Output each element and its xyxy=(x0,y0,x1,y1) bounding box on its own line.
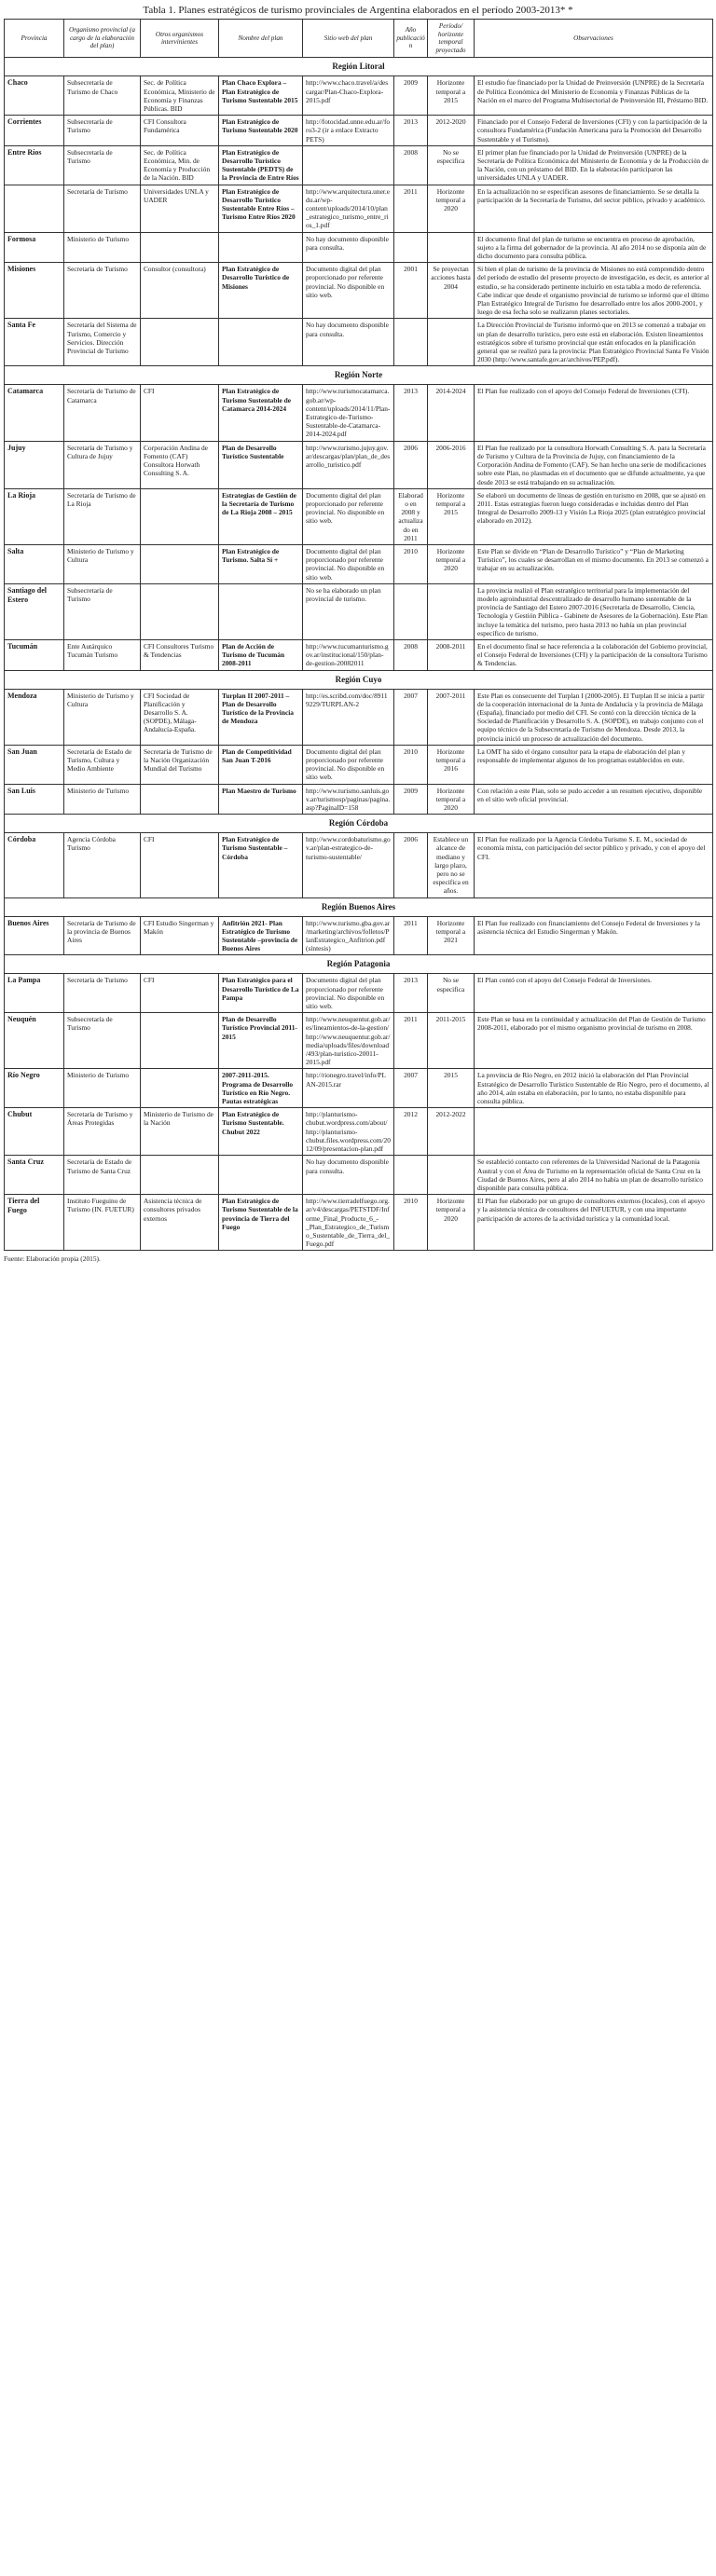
table-cell: Se elaboró un documento de líneas de gestión en turismo en 2008, que se ajustó en 2011. Estas estrategias fueron luego consideradas e incluidas dentro del Plan Integral de Desarrollo 2009-13 y Visión La Rioja 2025 (plan estratégico provincial elaborado en 2012). xyxy=(475,488,713,544)
table-cell: CFI Consultora Fundamérica xyxy=(141,116,219,146)
table-cell xyxy=(141,544,219,583)
table-cell xyxy=(428,232,475,263)
table-cell: Plan de Desarrollo Turístico Sustentable xyxy=(219,441,303,488)
region-row xyxy=(5,58,713,76)
table-cell: Santa Fe xyxy=(5,319,64,366)
table-cell: Horizonte temporal a 2015 xyxy=(428,76,475,116)
table-cell: CFI Consultores Turismo & Tendencias xyxy=(141,639,219,670)
column-header: Período/ horizonte temporal proyectado xyxy=(428,20,475,58)
region-name: Región Norte xyxy=(5,366,713,385)
table-cell: http://www.arquitectura.uner.edu.ar/wp-content/uploads/2014/10/plan_estrategico_turismo_entre_rios_1.pdf xyxy=(303,185,394,232)
table-cell: Subsecretaría de Turismo de Chaco xyxy=(64,76,141,116)
table-cell: No hay documento disponible para consulta. xyxy=(303,319,394,366)
table-cell: Documento digital del plan proporcionado por referente provincial. No disponible en sitio web. xyxy=(303,745,394,784)
table-cell: http://es.scribd.com/doc/89119229/TURPLAN-2 xyxy=(303,689,394,745)
table-cell xyxy=(141,1013,219,1069)
document-page xyxy=(4,0,712,1263)
table-cell: Plan Estratégico de Turismo Sustentable. Chubut 2022 xyxy=(219,1108,303,1156)
table-cell: Plan Estratégico de Turismo. Salta Sí + xyxy=(219,544,303,583)
table-cell: Horizonte temporal a 2021 xyxy=(428,916,475,955)
table-row xyxy=(5,145,713,185)
table-cell xyxy=(219,232,303,263)
table-cell xyxy=(394,583,428,639)
table-cell: Universidades UNLA y UADER xyxy=(141,185,219,232)
table-cell: http://www.tierradelfuego.org.ar/v4/descargas/PETSTDF/Informe_Final_Producto_6_-_Plan_Estrategico_de_Turismo_Sustentable_de_Tierra_del_Fuego.pdf xyxy=(303,1195,394,1251)
table-cell: http://rionegro.travel/info/PLAN-2015.rar xyxy=(303,1069,394,1108)
table-cell: Ministerio de Turismo y Cultura xyxy=(64,689,141,745)
table-cell: CFI xyxy=(141,385,219,441)
region-name: Región Litoral xyxy=(5,58,713,76)
table-header-row xyxy=(5,20,713,58)
table-cell: Ministerio de Turismo xyxy=(64,784,141,815)
column-header: Año publicación xyxy=(394,20,428,58)
table-cell: http://planturismo-chubut.wordpress.com/about/ http://planturismo-chubut.files.wordpress.com/2012/09/presentacion-plan.pdf xyxy=(303,1108,394,1156)
table-cell: El Plan fue realizado por la Agencia Córdoba Turismo S. E. M., sociedad de economía mixta, con participación del sector público y privado, y con el apoyo del CFI. xyxy=(475,833,713,897)
table-cell xyxy=(141,232,219,263)
table-cell: http://www.turismocatamarca.gob.ar/wp-content/uploads/2014/11/Plan-Estrategico-de-Turismo-Sustentable-de-Catamarca-2014-2024.pdf xyxy=(303,385,394,441)
table-cell xyxy=(219,319,303,366)
table-cell: Horizonte temporal a 2020 xyxy=(428,544,475,583)
table-cell: Plan Estratégico para el Desarrollo Turístico de La Pampa xyxy=(219,974,303,1013)
table-cell: 2008-2011 xyxy=(428,639,475,670)
table-cell: No hay documento disponible para consulta. xyxy=(303,1156,394,1195)
table-cell: En el documento final se hace referencia a la colaboración del Gobierno provincial, el Consejo Federal de Inversiones (CFI) y la participación de la consultora Turismo & Tendencias. xyxy=(475,639,713,670)
table-cell: Jujuy xyxy=(5,441,64,488)
region-name: Región Buenos Aires xyxy=(5,897,713,916)
table-cell: Secretaría de Turismo de la provincia de Buenos Aires xyxy=(64,916,141,955)
table-cell: Subsecretaría de Turismo xyxy=(64,145,141,185)
table-cell: La provincia realizó el Plan estratégico territorial para la implementación del modelo agroindustrial descentralizado de desarrollo humano sustentable de la provincia de Santiago del Estero 2007-2016 (Secretaría de Desarrollo, Ciencia, Tecnología y Gestión Pública - Gabinete de Asesores de la Gobernación). Este Plan incluye la temática del turismo, pero hasta 2013 no había un plan provincial específico de turismo. xyxy=(475,583,713,639)
table-cell: El Plan contó con el apoyo del Consejo Federal de Inversiones. xyxy=(475,974,713,1013)
table-cell xyxy=(475,1108,713,1156)
table-cell: Río Negro xyxy=(5,1069,64,1108)
table-cell: Se proyectan acciones hasta 2004 xyxy=(428,263,475,319)
table-cell: Ente Autárquico Tucumán Turismo xyxy=(64,639,141,670)
table-cell: El documento final del plan de turismo se encuentra en proceso de aprobación, sujeto a la firma del gobernador de la provincia. Al año 2014 no se disponía aún de dicho documento para consulta pública. xyxy=(475,232,713,263)
table-body xyxy=(5,58,713,1251)
table-cell: Secretaría de Turismo de Catamarca xyxy=(64,385,141,441)
table-cell: CFI xyxy=(141,833,219,897)
table-cell: 2008 xyxy=(394,639,428,670)
table-cell: Financiado por el Consejo Federal de Inversiones (CFI) y con la participación de la consultora Fundamérica (Fundación Americana para la Promoción del Desarrollo Sustentable y el Turismo). xyxy=(475,116,713,146)
table-row xyxy=(5,319,713,366)
table-cell: Este Plan se divide en “Plan de Desarrollo Turístico” y “Plan de Marketing Turístico”, los cuales se desarrollan en el mismo documento. En 2013 se comenzó a trabajar en su actualización. xyxy=(475,544,713,583)
table-cell xyxy=(5,185,64,232)
region-name: Región Córdoba xyxy=(5,815,713,833)
table-cell xyxy=(394,232,428,263)
table-cell: Tucumán xyxy=(5,639,64,670)
table-cell: Secretaría de Turismo xyxy=(64,263,141,319)
table-cell: Turplan II 2007-2011 – Plan de Desarrollo Turístico de la Provincia de Mendoza xyxy=(219,689,303,745)
column-header: Provincia xyxy=(5,20,64,58)
table-cell: http://fotocidad.unne.edu.ar/foro3-2 (ir a enlace Extracto PETS) xyxy=(303,116,394,146)
table-cell: Documento digital del plan proporcionado por referente provincial. No disponible en sitio web. xyxy=(303,263,394,319)
table-row xyxy=(5,784,713,815)
table-cell xyxy=(141,1156,219,1195)
table-cell: Documento digital del plan proporcionado por referente provincial. No disponible en sitio web. xyxy=(303,544,394,583)
table-cell: Subsecretaría de Turismo xyxy=(64,583,141,639)
table-cell: Plan Estratégico de Turismo Sustentable de Catamarca 2014-2024 xyxy=(219,385,303,441)
table-cell: No hay documento disponible para consulta. xyxy=(303,232,394,263)
table-cell: Santiago del Estero xyxy=(5,583,64,639)
region-row xyxy=(5,897,713,916)
table-cell: La Pampa xyxy=(5,974,64,1013)
table-cell: 2007-2011 xyxy=(428,689,475,745)
table-cell: http://www.cordobaturismo.gov.ar/plan-estrategico-de-turismo-sustentable/ xyxy=(303,833,394,897)
table-cell: Misiones xyxy=(5,263,64,319)
table-row xyxy=(5,745,713,784)
region-name: Región Cuyo xyxy=(5,670,713,689)
table-cell xyxy=(394,319,428,366)
table-cell: 2008 xyxy=(394,145,428,185)
region-row xyxy=(5,955,713,974)
table-cell: Buenos Aires xyxy=(5,916,64,955)
table-cell: Salta xyxy=(5,544,64,583)
table-cell: http://www.turismo.sanluis.gov.ar/turismosp/paginas/pagina.asp?PaginaID=158 xyxy=(303,784,394,815)
table-cell: 2012 xyxy=(394,1108,428,1156)
table-cell: Catamarca xyxy=(5,385,64,441)
table-row xyxy=(5,583,713,639)
table-cell: 2006 xyxy=(394,833,428,897)
table-cell: 2012-2022 xyxy=(428,1108,475,1156)
table-cell: Horizonte temporal a 2020 xyxy=(428,185,475,232)
table-row xyxy=(5,76,713,116)
table-cell: El Plan fue realizado con financiamiento del Consejo Federal de Inversiones y la asistencia técnica del Estudio Singerman y Makón. xyxy=(475,916,713,955)
table-cell: Ministerio de Turismo xyxy=(64,232,141,263)
table-cell: Formosa xyxy=(5,232,64,263)
table-cell xyxy=(141,488,219,544)
table-row xyxy=(5,833,713,897)
table-row xyxy=(5,1156,713,1195)
region-name: Región Patagonia xyxy=(5,955,713,974)
table-cell: 2006-2016 xyxy=(428,441,475,488)
table-cell: 2010 xyxy=(394,745,428,784)
table-cell: 2001 xyxy=(394,263,428,319)
region-row xyxy=(5,366,713,385)
table-cell: 2013 xyxy=(394,116,428,146)
table-cell: http://www.neuquentur.gob.ar/es/lineamientos-de-la-gestion/ http://www.neuquentur.gob.ar/media/uploads/files/download/493/plan-turistico-20011-2015.pdf xyxy=(303,1013,394,1069)
column-header: Sitio web del plan xyxy=(303,20,394,58)
table-cell: Secretaría de Turismo de la Nación Organización Mundial del Turismo xyxy=(141,745,219,784)
table-cell: El Plan fue realizado por la consultora Horwath Consulting S. A. para la Secretaría de Turismo y Cultura de la Provincia de Jujuy, con financiamiento de la Corporación Andina de Fomento (CAF). Se han hecho una serie de modificaciones sobre este Plan, no plasmadas en el documento que se difunde actualmente, ya que desde 2013 se está trabajando en su actualización. xyxy=(475,441,713,488)
table-cell: Plan de Acción de Turismo de Tucumán 2008-2011 xyxy=(219,639,303,670)
table-cell: 2011 xyxy=(394,1013,428,1069)
table-row xyxy=(5,1108,713,1156)
table-cell: http://www.tucumanturismo.gov.ar/institucional/150/plan-de-gestion-20082011 xyxy=(303,639,394,670)
table-row xyxy=(5,232,713,263)
table-cell: Plan Estratégico de Turismo Sustentable 2020 xyxy=(219,116,303,146)
table-cell: San Luis xyxy=(5,784,64,815)
table-cell: Este Plan es consecuente del Turplan I (2000-2005). El Turplan II se inicia a partir de la cooperación internacional de la Junta de Andalucía y la provincia de Málaga (España), financiado por medio del CFI. Se contó con la dirección técnica de la Sociedad de Planificación y Desarrollo S. A. (SOPDE), en trabajo conjunto con el equipo técnico de la Subsecretaría de Turismo de Mendoza. Desde 2013, la provincia inició un proceso de actualización del documento. xyxy=(475,689,713,745)
table-cell: Plan Estratégico de Turismo Sustentable – Córdoba xyxy=(219,833,303,897)
table-cell: http://www.chaco.travel/a/descargar/Plan-Chaco-Explora-2015.pdf xyxy=(303,76,394,116)
table-cell: Estrategias de Gestión de la Secretaría de Turismo de La Rioja 2008 – 2015 xyxy=(219,488,303,544)
table-cell: 2006 xyxy=(394,441,428,488)
table-title: Tabla 1. Planes estratégicos de turismo provinciales de Argentina elaborados en el período 2003-2013* * xyxy=(143,5,573,16)
source-note: Fuente: Elaboración propia (2015). xyxy=(4,1254,101,1264)
table-cell: Córdoba xyxy=(5,833,64,897)
table-cell: Horizonte temporal a 2015 xyxy=(428,488,475,544)
table-cell: Asistencia técnica de consultores privados externos xyxy=(141,1195,219,1251)
table-cell: El estudio fue financiado por la Unidad de Preinversión (UNPRE) de la Secretaría de Política Económica del Ministerio de Economía y Finanzas Públicas de la Nación en el marco del Programa Multisectorial de Preinversión III, Préstamo BID. xyxy=(475,76,713,116)
column-header: Nombre del plan xyxy=(219,20,303,58)
table-row xyxy=(5,916,713,955)
table-cell: Anfitrión 2021- Plan Estratégico de Turismo Sustentable –provincia de Buenos Aires xyxy=(219,916,303,955)
table-cell: Plan Estratégico de Turismo Sustentable de la provincia de Tierra del Fuego xyxy=(219,1195,303,1251)
table-cell: Horizonte temporal a 2016 xyxy=(428,745,475,784)
table-row xyxy=(5,1013,713,1069)
table-cell: Plan Maestro de Turismo xyxy=(219,784,303,815)
table-cell: Subsecretaría de Turismo xyxy=(64,1013,141,1069)
table-cell xyxy=(141,1069,219,1108)
table-cell: Mendoza xyxy=(5,689,64,745)
table-cell: La Dirección Provincial de Turismo informó que en 2013 se comenzó a trabajar en un plan de desarrollo turístico, pero este está en elaboración. Existen lineamientos estratégicos sobre el turismo provincial que están enfocados en la planificación general que se realizó para la provincia: Plan Estratégico Provincial Santa Fe Visión 2030 (http://www.santafe.gov.ar/archivos/PEP.pdf). xyxy=(475,319,713,366)
table-cell: No se ha elaborado un plan provincial de turismo. xyxy=(303,583,394,639)
table-cell: Secretaría de Estado de Turismo, Cultura y Medio Ambiente xyxy=(64,745,141,784)
table-cell: Documento digital del plan proporcionado por referente provincial. No disponible en sitio web. xyxy=(303,974,394,1013)
table-cell: Horizonte temporal a 2020 xyxy=(428,1195,475,1251)
table-cell: Instituto Fueguino de Turismo (IN. FUETUR) xyxy=(64,1195,141,1251)
table-cell: CFI Estudio Singerman y Makón xyxy=(141,916,219,955)
table-cell: Se estableció contacto con referentes de la Universidad Nacional de la Patagonia Austral y con el Área de Turismo en la representación oficial de Santa Cruz en la Ciudad de Buenos Aires, pero al año 2014 no había un plan de desarrollo turístico disponible para consulta pública. xyxy=(475,1156,713,1195)
table-cell: La provincia de Río Negro, en 2012 inició la elaboración del Plan Provincial Estratégico de Desarrollo Turístico Sustentable de Río Negro, pero el documento, al año 2014, aún estaba en elaboración, por lo tanto, no estaba disponible para consulta pública. xyxy=(475,1069,713,1108)
column-header: Organismo provincial (a cargo de la elaboración del plan) xyxy=(64,20,141,58)
table-cell: Agencia Córdoba Turismo xyxy=(64,833,141,897)
table-cell: 2009 xyxy=(394,76,428,116)
table-cell: Secretaría del Sistema de Turismo, Comercio y Servicios. Dirección Provincial de Turismo xyxy=(64,319,141,366)
table-cell: Plan de Competitividad San Juan T-2016 xyxy=(219,745,303,784)
table-cell: Santa Cruz xyxy=(5,1156,64,1195)
table-cell: 2009 xyxy=(394,784,428,815)
table-cell: Secretaría de Estado de Turismo de Santa Cruz xyxy=(64,1156,141,1195)
table-cell: El primer plan fue financiado por la Unidad de Preinversión (UNPRE) de la Secretaría de Política Económica del Ministerio de Economía y de la Producción de la Nación, con un préstamo del BID. En la elaboración participaron las universidades UNLA y UADER. xyxy=(475,145,713,185)
table-cell: Neuquén xyxy=(5,1013,64,1069)
table-cell: Secretaría de Turismo y Áreas Protegidas xyxy=(64,1108,141,1156)
table-cell: Entre Ríos xyxy=(5,145,64,185)
table-row xyxy=(5,488,713,544)
region-row xyxy=(5,815,713,833)
table-cell: 2012-2020 xyxy=(428,116,475,146)
table-cell: Secretaría de Turismo xyxy=(64,974,141,1013)
table-row xyxy=(5,1069,713,1108)
table-cell: No se especifica xyxy=(428,145,475,185)
table-cell xyxy=(219,583,303,639)
table-cell: Consultor (consultora) xyxy=(141,263,219,319)
table-cell xyxy=(428,583,475,639)
table-row xyxy=(5,689,713,745)
table-cell: http://www.turismo.gba.gov.ar/marketing/archivos/folletos/PlanEstrategico_Anfitrion.pdf (síntesis) xyxy=(303,916,394,955)
table-cell: Plan Chaco Explora – Plan Estratégico de Turismo Sustentable 2015 xyxy=(219,76,303,116)
column-header: Observaciones xyxy=(475,20,713,58)
table-cell: Plan de Desarrollo Turístico Provincial 2011-2015 xyxy=(219,1013,303,1069)
table-cell: 2014-2024 xyxy=(428,385,475,441)
table-cell: Plan Estratégico de Desarrollo Turístico de Misiones xyxy=(219,263,303,319)
table-cell: CFI Sociedad de Planificación y Desarrollo S. A. (SOPDE), Málaga-Andalucía-España. xyxy=(141,689,219,745)
table-cell: Este Plan se basa en la continuidad y actualización del Plan de Gestión de Turismo 2008-2011, elaborado por el mismo organismo provincial de turismo en 2008. xyxy=(475,1013,713,1069)
column-header: Otros organismos intervinientes xyxy=(141,20,219,58)
table-row xyxy=(5,1195,713,1251)
table-cell: Sec. de Política Económica, Min. de Economía y Producción de la Nación. BID xyxy=(141,145,219,185)
table-cell: CFI xyxy=(141,974,219,1013)
table-cell: Secretaría de Turismo de La Rioja xyxy=(64,488,141,544)
table-cell: Ministerio de Turismo xyxy=(64,1069,141,1108)
table-cell: Corporación Andina de Fomento (CAF) Consultora Horwath Consulting S. A. xyxy=(141,441,219,488)
table-row xyxy=(5,263,713,319)
table-cell: 2007-2011-2015. Programa de Desarrollo Turístico en Río Negro. Pautas estratégicas xyxy=(219,1069,303,1108)
table-cell: Chubut xyxy=(5,1108,64,1156)
table-cell: El Plan fue realizado con el apoyo del Consejo Federal de Inversiones (CFI). xyxy=(475,385,713,441)
table-cell: Sec. de Política Económica, Ministerio de Economía y Finanzas Públicas. BID xyxy=(141,76,219,116)
table-cell: Plan Estratégico de Desarrollo Turístico Sustentable (PEDTS) de la Provincia de Entre Ríos xyxy=(219,145,303,185)
table-cell xyxy=(303,145,394,185)
region-row xyxy=(5,670,713,689)
table-cell: Ministerio de Turismo y Cultura xyxy=(64,544,141,583)
table-cell xyxy=(428,1156,475,1195)
table-cell: 2010 xyxy=(394,544,428,583)
table-cell: Horizonte temporal a 2020 xyxy=(428,784,475,815)
table-cell: 2011-2015 xyxy=(428,1013,475,1069)
table-cell: 2015 xyxy=(428,1069,475,1108)
table-cell: 2007 xyxy=(394,1069,428,1108)
table-row xyxy=(5,385,713,441)
table-cell: Corrientes xyxy=(5,116,64,146)
table-cell: Documento digital del plan proporcionado por referente provincial. No disponible en sitio web. xyxy=(303,488,394,544)
table-cell: Con relación a este Plan, solo se pudo acceder a un resumen ejecutivo, disponible en el sitio web oficial provincial. xyxy=(475,784,713,815)
table-cell xyxy=(141,784,219,815)
table-cell: Elaborado en 2008 y actualizado en 2011 xyxy=(394,488,428,544)
table-cell: Secretaría de Turismo xyxy=(64,185,141,232)
plans-table xyxy=(4,19,713,1251)
table-cell xyxy=(428,319,475,366)
table-cell: Secretaría de Turismo y Cultura de Jujuy xyxy=(64,441,141,488)
table-row xyxy=(5,185,713,232)
table-cell xyxy=(394,1156,428,1195)
table-cell: 2010 xyxy=(394,1195,428,1251)
table-cell: 2013 xyxy=(394,974,428,1013)
table-row xyxy=(5,639,713,670)
table-row xyxy=(5,544,713,583)
table-row xyxy=(5,441,713,488)
table-cell: El Plan fue elaborado por un grupo de consultores externos (locales), con el apoyo y la asistencia técnica de consultores del INFUETUR, y con una importante participación de actores de la actividad turística y la comunidad local. xyxy=(475,1195,713,1251)
table-cell: Tierra del Fuego xyxy=(5,1195,64,1251)
table-cell: 2011 xyxy=(394,185,428,232)
table-row xyxy=(5,116,713,146)
table-cell xyxy=(141,319,219,366)
table-cell: En la actualización no se especifican asesores de financiamiento. Se se detalla la participación de la Secretaría de Turismo, del sector público, privado y académico. xyxy=(475,185,713,232)
table-cell: Subsecretaría de Turismo xyxy=(64,116,141,146)
table-cell xyxy=(141,583,219,639)
table-cell: 2013 xyxy=(394,385,428,441)
table-cell: No se especifica xyxy=(428,974,475,1013)
table-cell: Si bien el plan de turismo de la provincia de Misiones no está comprendido dentro del período de estudio del presente proyecto de investigación, es decir, es anterior al estudio, se ha considerado pertinente incluirlo en esta tabla a modo de referencia. Cabe indicar que desde el organismo provincial de turismo se informó que el último Plan Estratégico Integral de Turismo fue desarrollado entre los años 2000-2001, y luego de esa fecha solo se realizaron planes sectoriales. xyxy=(475,263,713,319)
table-cell xyxy=(219,1156,303,1195)
table-cell: La OMT ha sido el órgano consultor para la etapa de elaboración del plan y responsable de implementar algunos de los programas establecidos en este. xyxy=(475,745,713,784)
table-row xyxy=(5,974,713,1013)
table-cell: San Juan xyxy=(5,745,64,784)
table-cell: La Rioja xyxy=(5,488,64,544)
table-cell: 2011 xyxy=(394,916,428,955)
table-cell: Plan Estratégico de Desarrollo Turístico Sustentable Entre Ríos – Turismo Entre Ríos 2020 xyxy=(219,185,303,232)
table-cell: Ministerio de Turismo de la Nación xyxy=(141,1108,219,1156)
table-cell: http://www.turismo.jujuy.gov.ar/descargas/plan/plan_de_desarrollo_turistico.pdf xyxy=(303,441,394,488)
table-cell: Chaco xyxy=(5,76,64,116)
table-cell: Establece un alcance de mediano y largo plazo, pero no se especifica en años. xyxy=(428,833,475,897)
table-cell: 2007 xyxy=(394,689,428,745)
